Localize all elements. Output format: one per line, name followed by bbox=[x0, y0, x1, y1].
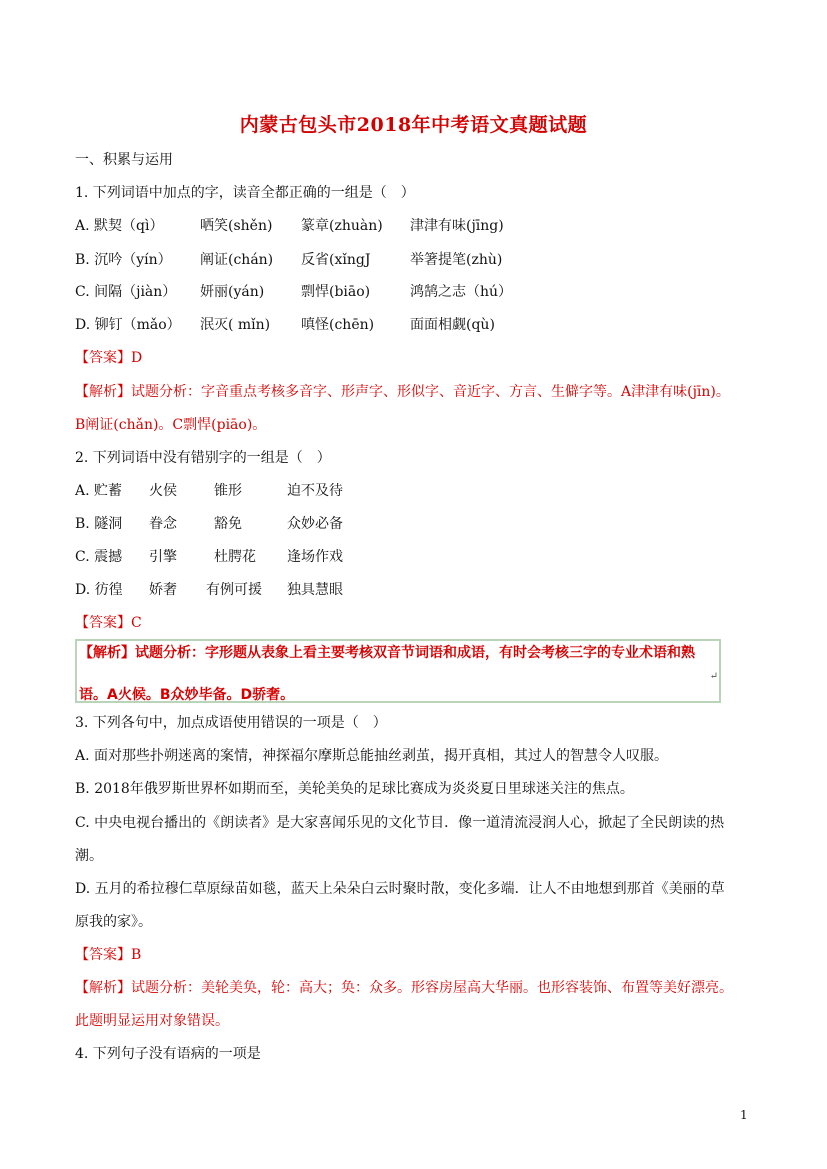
paragraph-mark: ↵ bbox=[709, 671, 718, 682]
q2-analysis-line-1: 【解析】试题分析：字形题从表象上看主要考核双音节词语和成语，有时会考核三字的专业术语和熟 bbox=[79, 645, 695, 661]
q2-answer: 【答案】C bbox=[75, 615, 142, 631]
q3-analysis-line-1: 【解析】试题分析：美轮美奂，轮：高大；奂：众多。形容房屋高大华丽。也形容装饰、布置等美好漂亮。 bbox=[75, 980, 733, 996]
option-word: C. 震撼 bbox=[75, 549, 123, 565]
option-word: 举箸提笔(zhù) bbox=[410, 252, 503, 268]
q3-option-c-line-1: C. 中央电视台播出的《朗读者》是大家喜闻乐见的文化节目．像一道清流浸润人心，掀起了全民朗读的热 bbox=[75, 815, 725, 831]
option-word: 鸿鹄之志（hú） bbox=[410, 284, 513, 300]
option-word: 杜腭花 bbox=[214, 549, 256, 565]
question-4-stem: 4. 下列句子没有语病的一项是 bbox=[75, 1046, 261, 1062]
option-word: 剽悍(biāo) bbox=[301, 284, 371, 300]
question-2-stem: 2. 下列词语中没有错别字的一组是（ ） bbox=[75, 450, 331, 466]
q2-analysis-line-2: 语。A火候。B众妙毕备。D骄奢。 bbox=[79, 687, 295, 703]
q3-option-d-line-2: 原我的家》。 bbox=[75, 914, 152, 930]
q3-option-c-line-2: 潮。 bbox=[75, 848, 103, 864]
q1-analysis-line-1: 【解析】试题分析：字音重点考核多音字、形声字、形似字、音近字、方言、生僻字等。A津津有味(jīn)。 bbox=[75, 384, 730, 400]
option-word: 火侯 bbox=[149, 483, 177, 499]
q3-option-b: B. 2018年俄罗斯世界杯如期而至，美轮美奂的足球比赛成为炎炎夏日里球迷关注的焦点。 bbox=[75, 781, 634, 797]
q3-answer: 【答案】B bbox=[75, 947, 142, 963]
option-word: A. 默契（qì） bbox=[75, 218, 164, 234]
question-1-stem: 1. 下列词语中加点的字，读音全都正确的一组是（ ） bbox=[75, 185, 415, 201]
q3-option-d-line-1: D. 五月的希拉穆仁草原绿苗如毯，蓝天上朵朵白云时聚时散，变化多端．让人不由地想到那首《美丽的草 bbox=[75, 881, 725, 897]
option-word: 迫不及待 bbox=[287, 483, 343, 499]
option-word: 嗔怪(chēn) bbox=[301, 317, 375, 333]
option-word: 面面相觑(qù) bbox=[410, 317, 495, 333]
question-3-stem: 3. 下列各句中，加点成语使用错误的一项是（ ） bbox=[75, 715, 387, 731]
option-word: C. 间隔（jiàn） bbox=[75, 284, 177, 300]
option-word: 有例可援 bbox=[206, 582, 262, 598]
option-word: 豁免 bbox=[214, 516, 242, 532]
option-word: 篆章(zhuàn) bbox=[301, 218, 383, 234]
q3-option-a: A. 面对那些扑朔迷离的案情，神探福尔摩斯总能抽丝剥茧，揭开真相，其过人的智慧令人叹服。 bbox=[75, 748, 669, 764]
option-word: 眷念 bbox=[149, 516, 177, 532]
q3-analysis-line-2: 此题明显运用对象错误。 bbox=[75, 1013, 229, 1029]
option-word: 哂笑(shěn) bbox=[200, 218, 273, 234]
option-word: 引擎 bbox=[149, 549, 177, 565]
option-word: 津津有味(jīng) bbox=[410, 218, 504, 234]
option-word: 众妙必备 bbox=[287, 516, 343, 532]
section-heading: 一、积累与运用 bbox=[75, 152, 173, 168]
q1-answer: 【答案】D bbox=[75, 350, 143, 366]
option-word: 独具慧眼 bbox=[287, 582, 343, 598]
option-word: D. 彷徨 bbox=[75, 582, 123, 598]
option-word: B. 沉吟（yín） bbox=[75, 252, 172, 268]
option-word: B. 隧洞 bbox=[75, 516, 123, 532]
option-word: 逢场作戏 bbox=[287, 549, 343, 565]
option-word: A. 贮蓄 bbox=[75, 483, 123, 499]
page-title: 内蒙古包头市2018年中考语文真题试题 bbox=[239, 114, 588, 136]
option-word: 阐证(chán) bbox=[200, 252, 274, 268]
option-word: D. 铆钉（mǎo） bbox=[75, 317, 181, 333]
option-word: 锥形 bbox=[214, 483, 242, 499]
q2-analysis-box bbox=[75, 639, 721, 703]
option-word: 反省(xǐngJ bbox=[301, 252, 371, 268]
option-word: 妍丽(yán) bbox=[200, 284, 265, 300]
option-word: 娇奢 bbox=[149, 582, 177, 598]
q1-analysis-line-2: B阐证(chǎn)。C剽悍(piāo)。 bbox=[75, 417, 267, 433]
option-word: 泯灭( mǐn) bbox=[200, 317, 271, 333]
page-number: 1 bbox=[740, 1108, 748, 1122]
